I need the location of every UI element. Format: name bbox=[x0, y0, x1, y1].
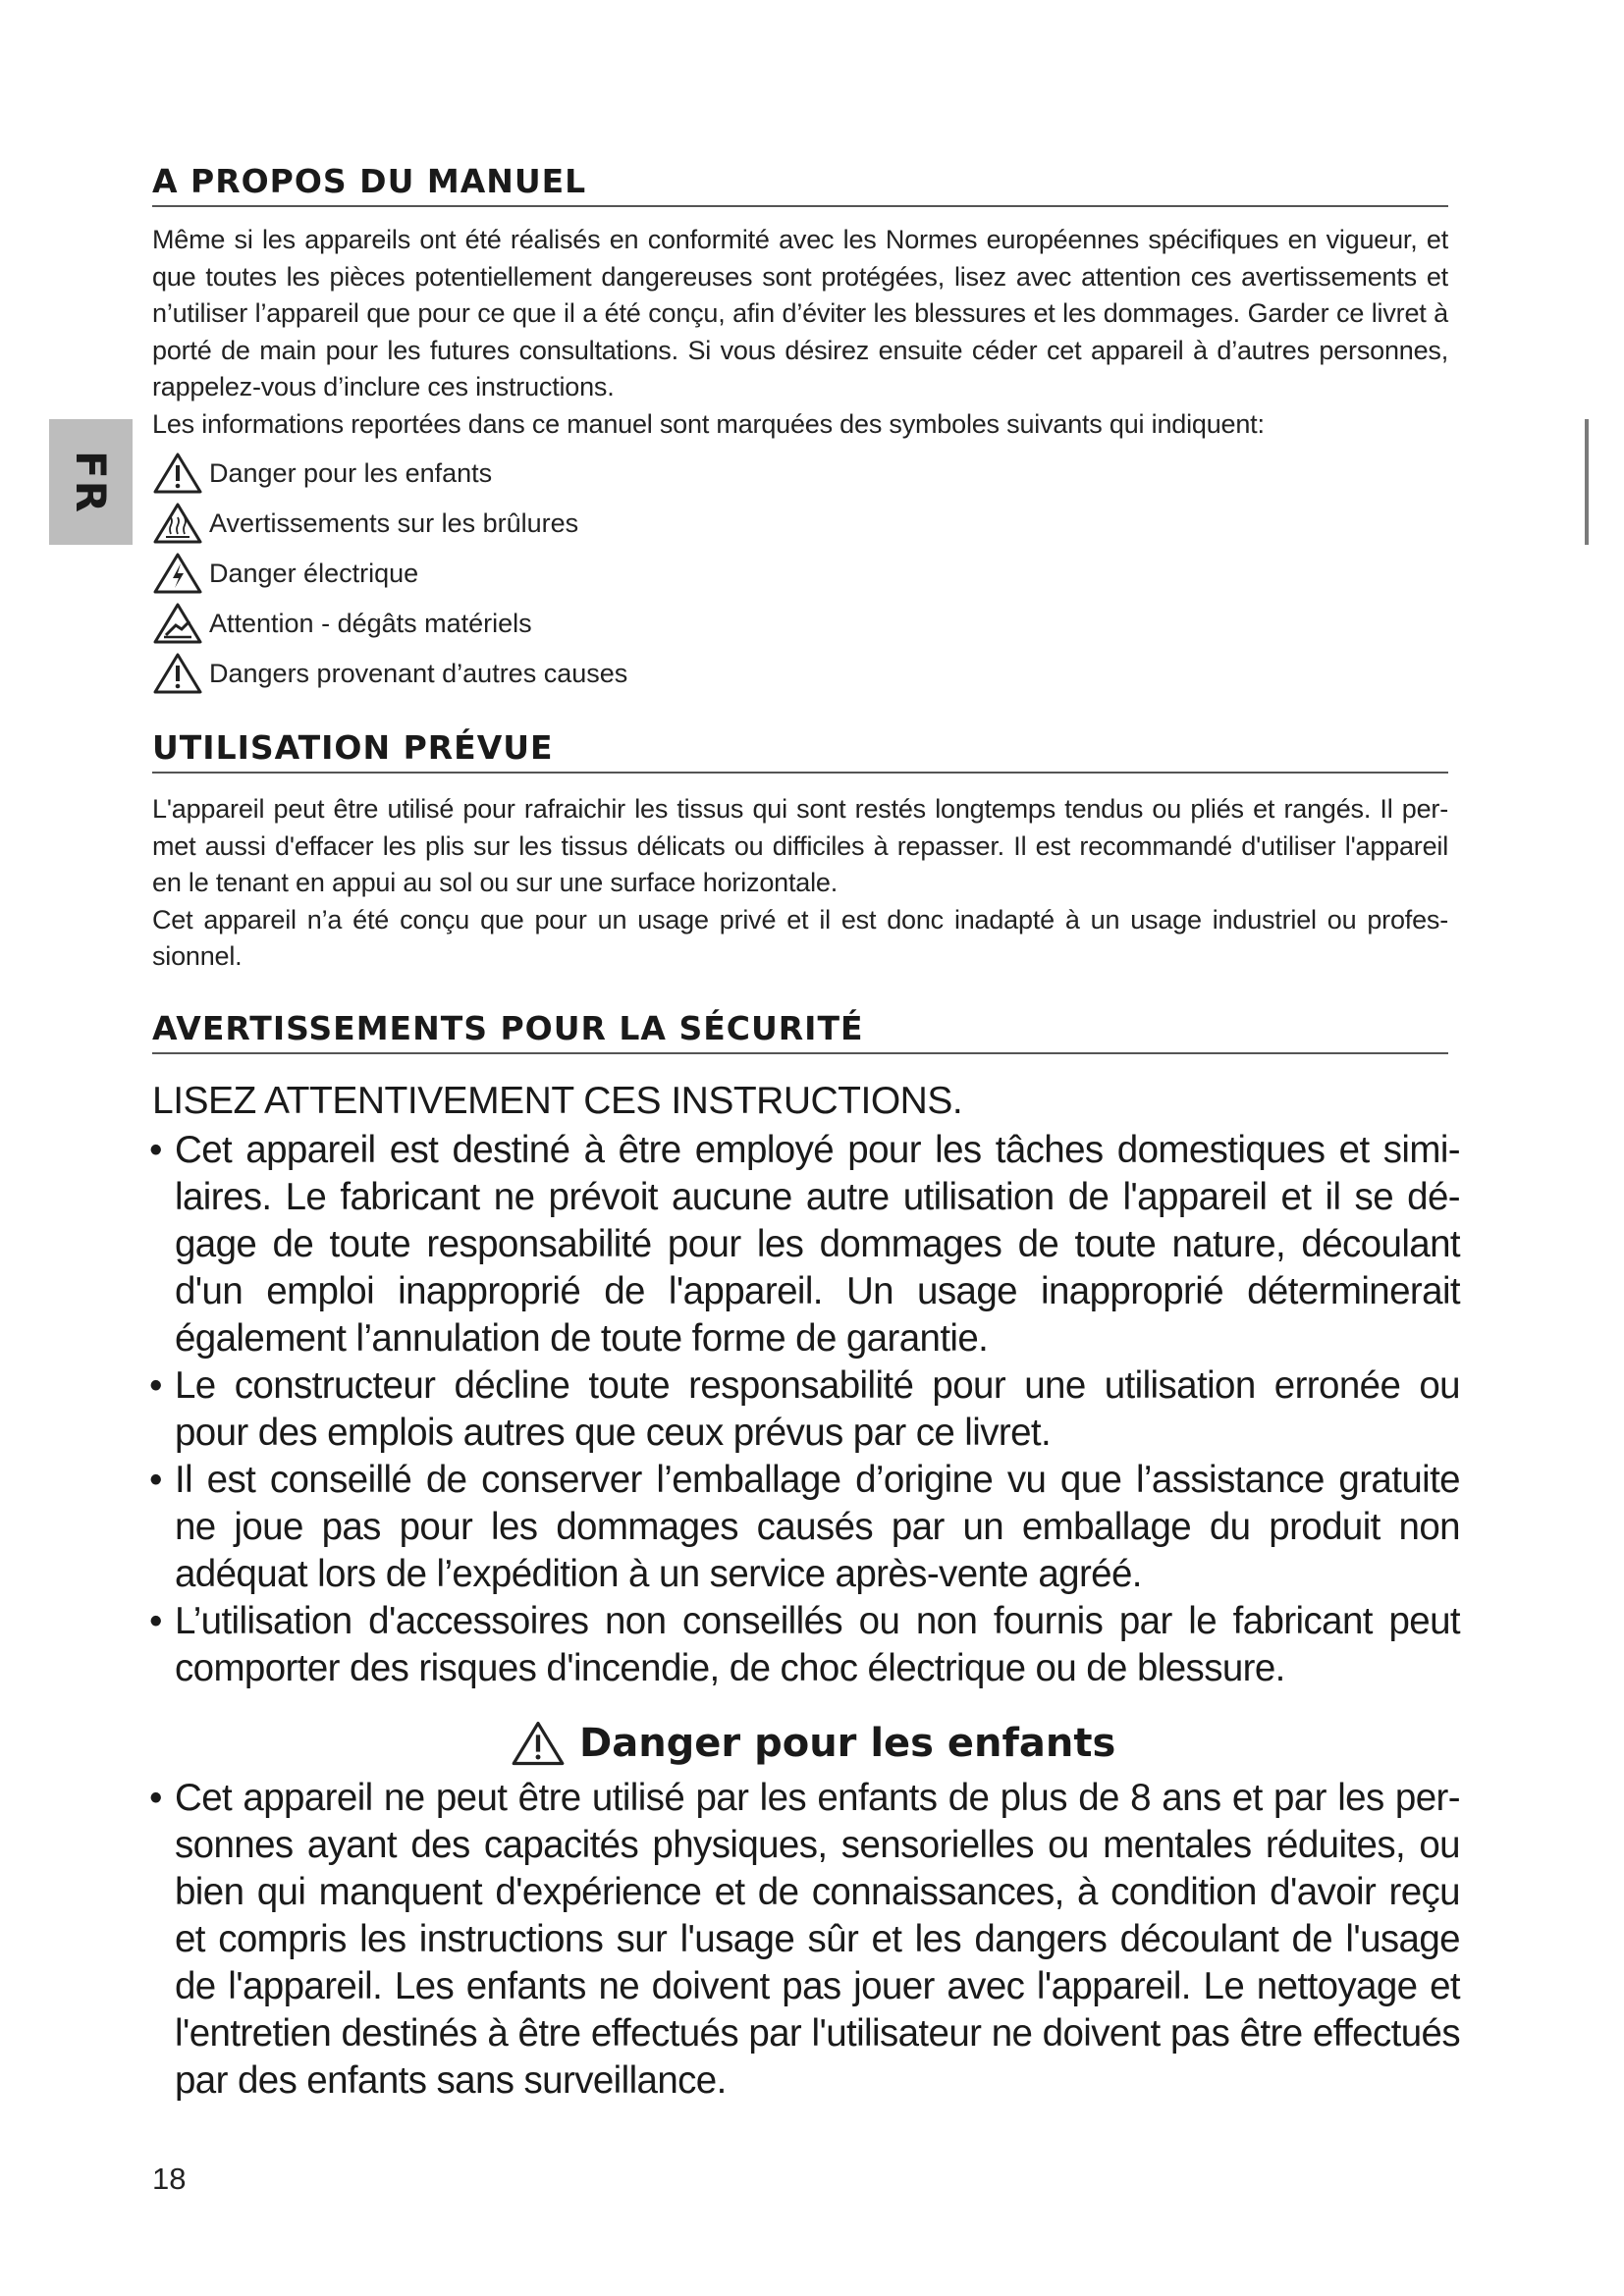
safety-bullet: • Il est conseillé de conserver l’emballage d’origine vu que l’assistance gratuite ne joue pas pour les dommages causés par un emballage du produit non adéquat lors de l’expédition à un service après-vente agréé. bbox=[149, 1459, 1460, 1595]
page-number: 18 bbox=[152, 2162, 187, 2196]
section-title-manual: A PROPOS DU MANUEL bbox=[152, 162, 1448, 207]
safety-bullet: • L’utilisation d'accessoires non conseillés ou non fournis par le fabricant peut comporter des risques d'incendie, de choc électrique ou de blessure. bbox=[149, 1600, 1460, 1689]
safety-bullet-list bbox=[149, 1127, 1460, 1692]
symbol-label: Danger électrique bbox=[209, 558, 419, 588]
warning-heat-icon bbox=[152, 502, 203, 545]
language-tab bbox=[49, 419, 133, 545]
usage-paragraphs bbox=[152, 791, 1448, 976]
children-danger-heading-text: Danger pour les enfants bbox=[579, 1721, 1116, 1766]
children-bullet-list bbox=[149, 1775, 1460, 2105]
symbol-label: Avertissements sur les brûlures bbox=[209, 507, 579, 538]
manual-paragraph bbox=[152, 222, 1448, 443]
manual-intro-text: Même si les appareils ont été réalisés en conformité avec les Normes européennes spécifiques en vigueur, et que toutes les pièces potentiellement dangereuses sont protégées, lisez avec attention ces avertissements et n’utiliser l’appareil que pour ce que il a été conçu, afin d’éviter les blessures et les dommages. Garder ce livret à porté de main pour les futures consultations. Si vous désirez ensuite céder cet appareil à d’autres personnes, rappelez-vous d’inclure ces instructions. bbox=[152, 225, 1448, 401]
symbol-item-electric bbox=[152, 550, 627, 597]
symbol-list bbox=[152, 450, 627, 700]
safety-bullet: • Cet appareil est destiné à être employé pour les tâches domestiques et simi-laires. Le fabricant ne prévoit aucune autre utilisation de l'appareil et il se dé-gage de toute responsabilité pour les dommages de toute nature, découlant d'un emploi inapproprié de l'appareil. Un usage inapproprié déterminerait également l’annulation de toute forme de garantie. bbox=[149, 1129, 1460, 1360]
page-edge-mark bbox=[1585, 419, 1589, 545]
symbol-item-children bbox=[152, 450, 627, 497]
safety-heading: LISEZ ATTENTIVEMENT CES INSTRUCTIONS. bbox=[152, 1080, 963, 1122]
warning-damage-icon bbox=[152, 602, 203, 645]
safety-bullet: • Le constructeur décline toute responsabilité pour une utilisation erronée ou pour des emplois autres que ceux prévus par ce livret. bbox=[149, 1364, 1460, 1454]
section-title-safety: AVERTISSEMENTS POUR LA SÉCURITÉ bbox=[152, 1009, 1448, 1054]
symbol-item-damage bbox=[152, 600, 627, 647]
children-bullet: • Cet appareil ne peut être utilisé par les enfants de plus de 8 ans et par les per-sonnes ayant des capacités physiques, sensorielles ou mentales réduites, ou bien qui manquent d'expérience et de connaissances, à condition d'avoir reçu et compris les instructions sur l'usage sûr et les dangers découlant de l'usage de l'appareil. Les enfants ne doivent pas jouer avec l'appareil. Le nettoyage et l'entretien destinés à être effectués par l'utilisateur ne doivent pas être effectués par des enfants sans surveillance. bbox=[149, 1777, 1460, 2102]
symbol-label: Dangers provenant d’autres causes bbox=[209, 658, 628, 688]
warning-exclamation-icon bbox=[152, 652, 203, 695]
language-tab-label: FR bbox=[67, 450, 115, 514]
symbol-label: Attention - dégâts matériels bbox=[209, 608, 532, 638]
children-danger-heading bbox=[511, 1720, 1115, 1767]
warning-exclamation-icon bbox=[511, 1720, 566, 1767]
symbol-item-burns bbox=[152, 500, 627, 547]
warning-electric-icon bbox=[152, 552, 203, 595]
symbol-label: Danger pour les enfants bbox=[209, 457, 493, 488]
symbol-item-other bbox=[152, 650, 627, 697]
symbols-intro-text: Les informations reportées dans ce manuel sont marquées des symboles suivants qui indiquent: bbox=[152, 408, 1265, 439]
usage-paragraph-1: L'appareil peut être utilisé pour rafraichir les tissus qui sont restés longtemps tendus ou pliés et rangés. Il per-met aussi d'effacer les plis sur les tissus délicats ou difficiles à repasser. Il est recommandé d'utiliser l'appareil en le tenant en appui au sol ou sur une surface horizontale. bbox=[152, 794, 1448, 897]
section-title-usage: UTILISATION PRÉVUE bbox=[152, 728, 1448, 774]
warning-exclamation-icon bbox=[152, 452, 203, 495]
usage-paragraph-2: Cet appareil n’a été conçu que pour un usage privé et il est donc inadapté à un usage industriel ou profes-sionnel. bbox=[152, 904, 1448, 971]
